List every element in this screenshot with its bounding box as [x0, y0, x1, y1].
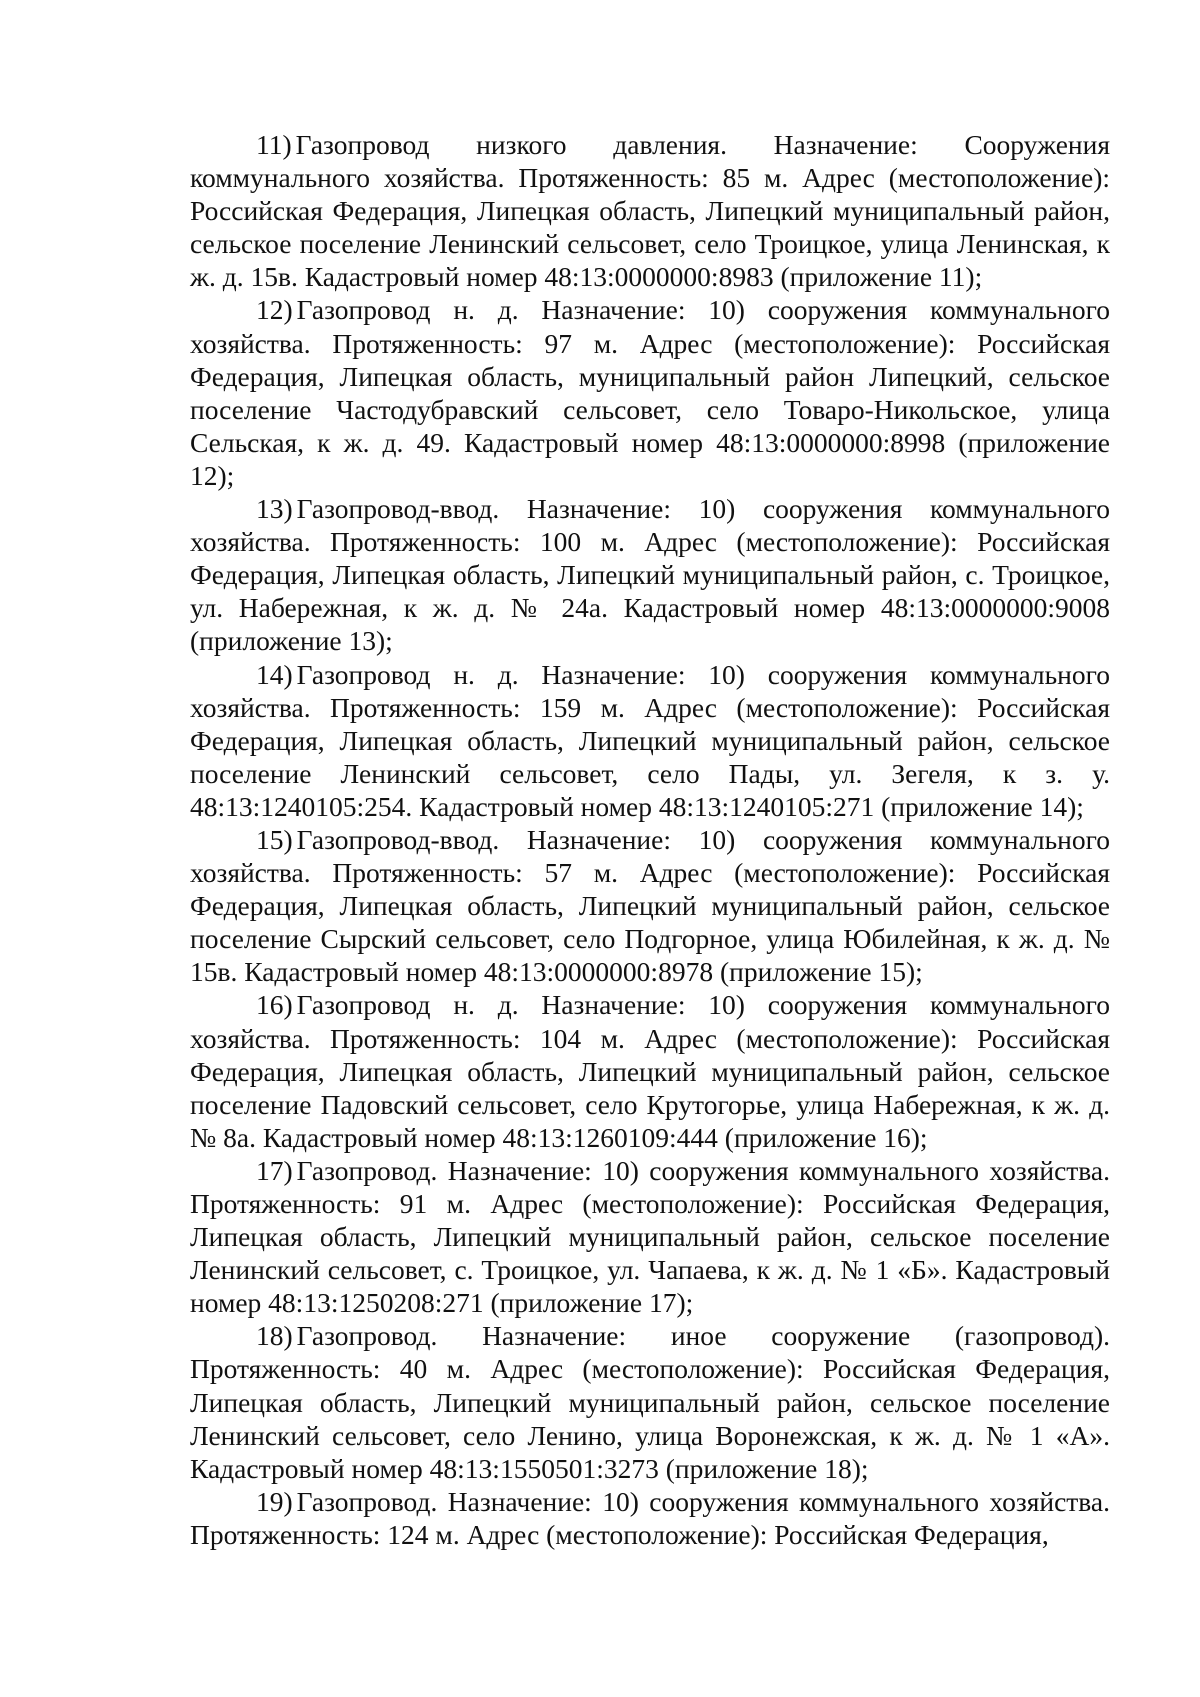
- item-text: Газопровод-ввод. Назначение: 10) сооружения коммунального хозяйства. Протяженность: 57 м. Адрес (местоположение): Российская Федерация, Липецкая область, Липецкий муниципальный район, сельское поселение Сырский сельсовет, село Подгорное, улица Юбилейная, к ж. д. № 15в. Кадастровый номер 48:13:0000000:8978 (приложение 15);: [190, 823, 1110, 988]
- item-text: Газопровод. Назначение: 10) сооружения коммунального хозяйства. Протяженность: 91 м. Адрес (местоположение): Российская Федерация, Липецкая область, Липецкий муниципальный район, сельское поселение Ленинский сельсовет, с. Троицкое, ул. Чапаева, к ж. д. № 1 «Б». Кадастровый номер 48:13:1250208:271 (приложение 17);: [190, 1154, 1110, 1319]
- item-text: Газопровод н. д. Назначение: 10) сооружения коммунального хозяйства. Протяженность: 159 м. Адрес (местоположение): Российская Федерация, Липецкая область, Липецкий муниципальный район, сельское поселение Ленинский сельсовет, село Пады, ул. Зегеля, к з. у. 48:13:1240105:254. Кадастровый номер 48:13:1240105:271 (приложение 14);: [190, 658, 1110, 822]
- list-item: [190, 988, 1110, 1153]
- item-text: Газопровод-ввод. Назначение: 10) сооружения коммунального хозяйства. Протяженность: 100 м. Адрес (местоположение): Российская Федерация, Липецкая область, Липецкий муниципальный район, с. Троицкое, ул. Набережная, к ж. д. № 24а. Кадастровый номер 48:13:0000000:9008 (приложение 13);: [190, 493, 1110, 657]
- list-item: [190, 128, 1110, 293]
- item-text: Газопровод. Назначение: 10) сооружения коммунального хозяйства. Протяженность: 124 м. Адрес (местоположение): Российская Федерация,: [190, 1485, 1110, 1550]
- item-text: Газопровод н. д. Назначение: 10) сооружения коммунального хозяйства. Протяженность: 97 м. Адрес (местоположение): Российская Федерация, Липецкая область, муниципальный район Липецкий, сельское поселение Частодубравский сельсовет, село Товаро-Никольское, улица Сельская, к ж. д. 49. Кадастровый номер 48:13:0000000:8998 (приложение 12);: [190, 294, 1110, 491]
- item-number: 19): [256, 1485, 293, 1517]
- list-item: [190, 823, 1110, 988]
- item-text: Газопровод н. д. Назначение: 10) сооружения коммунального хозяйства. Протяженность: 104 м. Адрес (местоположение): Российская Федерация, Липецкая область, Липецкий муниципальный район, сельское поселение Падовский сельсовет, село Крутогорье, улица Набережная, к ж. д. № 8а. Кадастровый номер 48:13:1260109:444 (приложение 16);: [190, 989, 1110, 1153]
- item-number: 11): [256, 129, 292, 160]
- list-item: [190, 293, 1110, 492]
- list-item: [190, 1485, 1110, 1551]
- item-number: 17): [256, 1154, 293, 1186]
- item-text: Газопровод низкого давления. Назначение: Сооружения коммунального хозяйства. Протяженность: 85 м. Адрес (местоположение): Российская Федерация, Липецкая область, Липецкий муниципальный район, сельское поселение Ленинский сельсовет, село Троицкое, улица Ленинская, к ж. д. 15в. Кадастровый номер 48:13:0000000:8983 (приложение 11);: [190, 129, 1110, 293]
- document-body: [190, 128, 1110, 1551]
- list-item: [190, 1319, 1110, 1484]
- list-item: [190, 1154, 1110, 1319]
- item-text: Газопровод. Назначение: иное сооружение (газопровод). Протяженность: 40 м. Адрес (местоположение): Российская Федерация, Липецкая область, Липецкий муниципальный район, сельское поселение Ленинский сельсовет, село Ленино, улица Воронежская, к ж. д. № 1 «А». Кадастровый номер 48:13:1550501:3273 (приложение 18);: [190, 1320, 1110, 1484]
- item-number: 18): [256, 1320, 293, 1352]
- item-number: 15): [256, 823, 293, 855]
- list-item: [190, 492, 1110, 657]
- item-number: 13): [256, 493, 293, 525]
- item-number: 12): [256, 294, 293, 326]
- item-number: 14): [256, 658, 293, 690]
- item-number: 16): [256, 989, 293, 1021]
- list-item: [190, 658, 1110, 823]
